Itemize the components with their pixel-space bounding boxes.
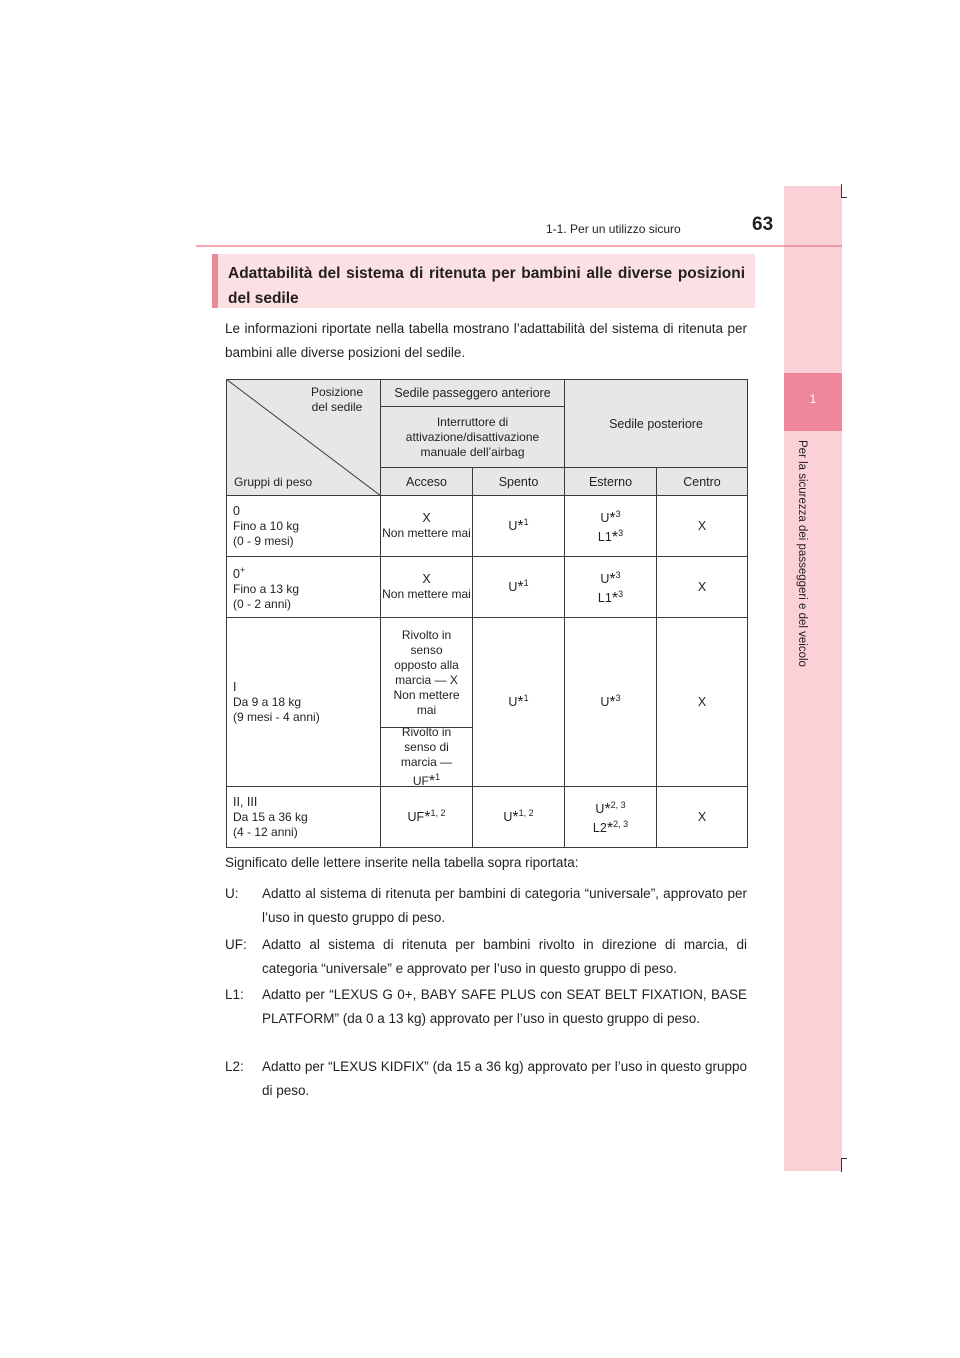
row-ii-iii-acceso <box>380 786 473 848</box>
code-u: U <box>600 572 610 586</box>
code-u: U <box>600 511 610 525</box>
code-u: U <box>600 694 610 709</box>
definition-text: Adatto al sistema di ritenuta per bambini rivolto in direzione di marcia, di categoria “universale” e approvato per l’uso in questo gruppo di peso. <box>262 937 747 976</box>
row-i-centro: X <box>656 617 748 787</box>
group-age: (9 mesi - 4 anni) <box>233 709 320 724</box>
airbag-switch-header: Interruttore di attivazione/disattivazione manuale dell’airbag <box>380 406 565 468</box>
row-0-acceso <box>380 495 473 557</box>
footnote-ref: 1 <box>523 577 529 588</box>
crop-mark-top <box>841 184 842 198</box>
header-rule <box>196 245 784 247</box>
crop-mark-bottom-h <box>841 1158 847 1159</box>
footnote-ref: 3 <box>618 528 624 538</box>
code-u: U <box>595 802 605 816</box>
row-0plus-spento <box>472 556 565 618</box>
definition-key: L2: <box>225 1059 244 1074</box>
row-ii-iii-esterno <box>564 786 657 848</box>
group-label: 0 <box>233 503 240 518</box>
footnote-ref: 1, 2 <box>518 807 534 818</box>
star-icon: * <box>609 571 616 588</box>
row-0plus-esterno <box>564 556 657 618</box>
code-u: U <box>508 579 518 594</box>
page-number: 63 <box>752 214 774 235</box>
star-icon: * <box>609 510 616 527</box>
footnote-ref: 3 <box>615 509 621 519</box>
definition-key: UF: <box>225 937 247 952</box>
group-superscript: + <box>239 564 246 575</box>
seat-compatibility-table <box>226 379 748 848</box>
col-header-spento: Spento <box>472 467 565 496</box>
star-icon: * <box>517 693 524 711</box>
row-0plus-centro: X <box>656 556 748 618</box>
do-not-install-note: Non mettere mai <box>382 526 471 540</box>
code-u: U <box>508 694 518 709</box>
group-weight: Fino a 10 kg <box>233 518 300 533</box>
group-label: II, III <box>233 794 258 809</box>
row-ii-iii-centro: X <box>656 786 748 848</box>
row-i-spento <box>472 617 565 787</box>
star-icon: * <box>606 820 614 837</box>
footnote-ref: 1 <box>435 772 441 782</box>
star-icon: * <box>517 517 524 535</box>
forward-facing-note: Rivolto in senso di marcia — UF <box>400 725 453 788</box>
x-mark: X <box>422 511 431 525</box>
row-0-esterno <box>564 495 657 557</box>
code-l1: L1 <box>597 530 612 544</box>
code-l2: L2 <box>592 821 607 835</box>
row-i-acceso-rearward: Rivolto in senso opposto alla marcia — X Non mettere mai <box>380 617 473 728</box>
col-header-esterno: Esterno <box>564 467 657 496</box>
code-u: U <box>503 809 513 824</box>
row-ii-iii-spento <box>472 786 565 848</box>
footnote-ref: 2, 3 <box>610 800 626 810</box>
group-age: (0 - 9 mesi) <box>233 533 294 548</box>
footnote-ref: 3 <box>618 589 624 599</box>
row-0-spento <box>472 495 565 557</box>
header-rule-tab <box>784 245 842 247</box>
section-title: Adattabilità del sistema di ritenuta per bambini alle diverse posizioni del sedile <box>228 265 745 307</box>
row-ii-iii-group <box>226 786 381 848</box>
row-i-esterno <box>564 617 657 787</box>
star-icon: * <box>428 773 436 790</box>
section-heading-box <box>212 254 755 308</box>
star-icon: * <box>611 529 619 546</box>
chapter-title: Per la sicurezza dei passeggeri e del veicolo <box>796 440 808 667</box>
footnote-ref: 3 <box>615 692 621 703</box>
col-header-centro: Centro <box>656 467 748 496</box>
group-weight: Da 15 a 36 kg <box>233 809 308 824</box>
do-not-install-note: Non mettere mai <box>382 587 471 601</box>
group-label: 0 <box>233 566 240 581</box>
definition-l2 <box>225 1055 747 1103</box>
table-corner-cell <box>226 379 381 496</box>
definition-key: L1: <box>225 987 244 1002</box>
col-header-acceso: Acceso <box>380 467 473 496</box>
group-age: (0 - 2 anni) <box>233 596 292 611</box>
legend-intro: Significato delle lettere inserite nella tabella sopra riportata: <box>225 855 579 870</box>
definition-key: U: <box>225 886 239 901</box>
star-icon: * <box>517 578 524 596</box>
front-seat-header: Sedile passeggero anteriore <box>380 379 565 407</box>
x-mark: X <box>422 572 431 586</box>
footnote-ref: 1, 2 <box>430 807 446 818</box>
footnote-ref: 2, 3 <box>613 819 629 829</box>
row-i-group <box>226 617 381 787</box>
footnote-ref: 3 <box>615 570 621 580</box>
row-i-acceso-forward <box>380 725 473 790</box>
running-header: 1-1. Per un utilizzo sicuro <box>546 222 681 236</box>
row-0plus-group <box>226 556 381 618</box>
corner-bottom-label: Gruppi di peso <box>234 475 313 489</box>
row-0-centro: X <box>656 495 748 557</box>
group-weight: Fino a 13 kg <box>233 581 300 596</box>
crop-mark-bottom <box>841 1158 842 1172</box>
group-age: (4 - 12 anni) <box>233 824 298 839</box>
crop-mark-top-h <box>841 197 847 198</box>
code-l1: L1 <box>597 591 612 605</box>
intro-paragraph: Le informazioni riportate nella tabella mostrano l’adattabilità del sistema di ritenuta per bambini alle diverse posizioni del sedile. <box>225 321 747 360</box>
rear-seat-header: Sedile posteriore <box>564 379 748 468</box>
definition-text: Adatto al sistema di ritenuta per bambini di categoria “universale”, approvato per l’uso in questo gruppo di peso. <box>262 886 747 925</box>
code-uf: UF <box>407 809 425 824</box>
side-tab <box>784 186 842 1171</box>
row-0-group <box>226 495 381 557</box>
star-icon: * <box>604 801 611 818</box>
definition-text: Adatto per “LEXUS KIDFIX” (da 15 a 36 kg) approvato per l’uso in questo gruppo di peso. <box>262 1059 747 1098</box>
footnote-ref: 1 <box>523 516 529 527</box>
row-0plus-acceso <box>380 556 473 618</box>
definition-l1 <box>225 983 747 1031</box>
corner-top-label: Posizione del sedile <box>310 385 364 414</box>
group-label: I <box>233 679 237 694</box>
star-icon: * <box>609 693 616 711</box>
footnote-ref: 1 <box>523 692 529 703</box>
star-icon: * <box>424 808 431 826</box>
definition-text: Adatto per “LEXUS G 0+, BABY SAFE PLUS con SEAT BELT FIXATION, BASE PLATFORM” (da 0 a 13 kg) approvato per l’uso in questo gruppo di peso. <box>262 987 747 1026</box>
code-u: U <box>508 518 518 533</box>
star-icon: * <box>512 808 519 826</box>
definition-uf <box>225 933 747 981</box>
group-weight: Da 9 a 18 kg <box>233 694 302 709</box>
chapter-number: 1 <box>809 392 817 406</box>
definition-u <box>225 882 747 930</box>
star-icon: * <box>611 590 619 607</box>
